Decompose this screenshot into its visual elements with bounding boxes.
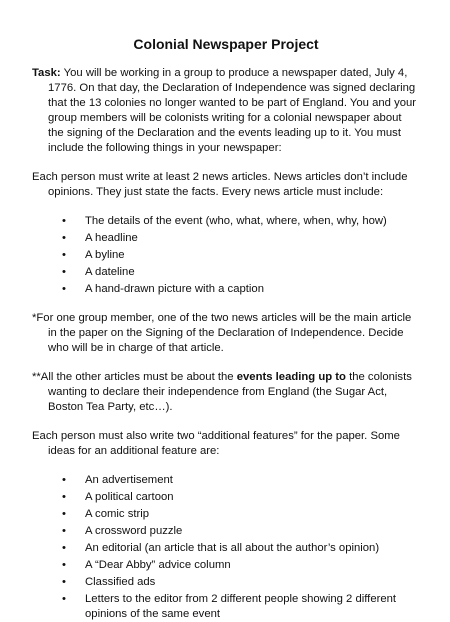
news-requirements-list <box>32 214 420 297</box>
list-item-text: A byline <box>85 249 125 261</box>
bullet-icon: • <box>62 232 66 244</box>
list-item <box>32 490 420 505</box>
additional-features-intro: Each person must also write two “additional features” for the paper. Some ideas for an additional feature are: <box>32 430 400 457</box>
other-articles-note <box>32 370 420 415</box>
list-item <box>32 248 420 263</box>
bullet-icon: • <box>62 593 66 605</box>
list-item-text: Letters to the editor from 2 different people showing 2 different opinions of the same event <box>85 593 397 620</box>
bullet-icon: • <box>62 215 66 227</box>
list-item-text: A headline <box>85 232 138 244</box>
list-item <box>32 592 420 622</box>
list-item <box>32 507 420 522</box>
list-item <box>32 282 420 297</box>
list-item-text: The details of the event (who, what, where, when, why, how) <box>85 215 387 227</box>
bullet-icon: • <box>62 249 66 261</box>
bullet-icon: • <box>62 491 66 503</box>
bullet-icon: • <box>62 542 66 554</box>
task-label: Task: <box>32 67 61 79</box>
news-articles-intro: Each person must write at least 2 news articles. News articles don’t include opinions. They just state the facts. Every news article must include: <box>32 171 408 198</box>
list-item <box>32 231 420 246</box>
list-item <box>32 473 420 488</box>
other-articles-note-start: **All the other articles must be about the <box>32 371 237 383</box>
task-text: You will be working in a group to produce a newspaper dated, July 4, 1776. On that day, the Declaration of Independence was signed declaring that the 13 colonies no longer wanted to be part of England. You and your group members will be colonists writing for a colonial newspaper about the signing of the Declaration and the events leading up to it. You must include the following things in your newspaper: <box>48 67 417 154</box>
list-item <box>32 541 420 556</box>
list-item <box>32 558 420 573</box>
bullet-icon: • <box>62 283 66 295</box>
bullet-icon: • <box>62 508 66 520</box>
list-item <box>32 214 420 229</box>
bullet-icon: • <box>62 576 66 588</box>
bullet-icon: • <box>62 559 66 571</box>
list-item-text: Classified ads <box>85 576 156 588</box>
main-article-note: *For one group member, one of the two news articles will be the main article in the paper on the Signing of the Declaration of Independence. Decide who will be in charge of that article. <box>32 312 412 354</box>
task-paragraph <box>32 66 420 156</box>
list-item <box>32 265 420 280</box>
list-item-text: A crossword puzzle <box>85 525 183 537</box>
bullet-icon: • <box>62 474 66 486</box>
list-item-text: An advertisement <box>85 474 173 486</box>
list-item-text: A “Dear Abby” advice column <box>85 559 231 571</box>
page-title: Colonial Newspaper Project <box>133 36 319 52</box>
other-articles-note-end: the colonists wanting to declare their independence from England (the Sugar Act, Boston Tea Party, etc…). <box>48 371 412 413</box>
list-item-text: A dateline <box>85 266 135 278</box>
list-item-text: An editorial (an article that is all about the author’s opinion) <box>85 542 380 554</box>
list-item <box>32 524 420 539</box>
list-item-text: A comic strip <box>85 508 150 520</box>
list-item-text: A hand-drawn picture with a caption <box>85 283 264 295</box>
list-item <box>32 575 420 590</box>
other-articles-emphasis: events leading up to <box>236 371 346 383</box>
bullet-icon: • <box>62 525 66 537</box>
list-item-text: A political cartoon <box>85 491 174 503</box>
bullet-icon: • <box>62 266 66 278</box>
